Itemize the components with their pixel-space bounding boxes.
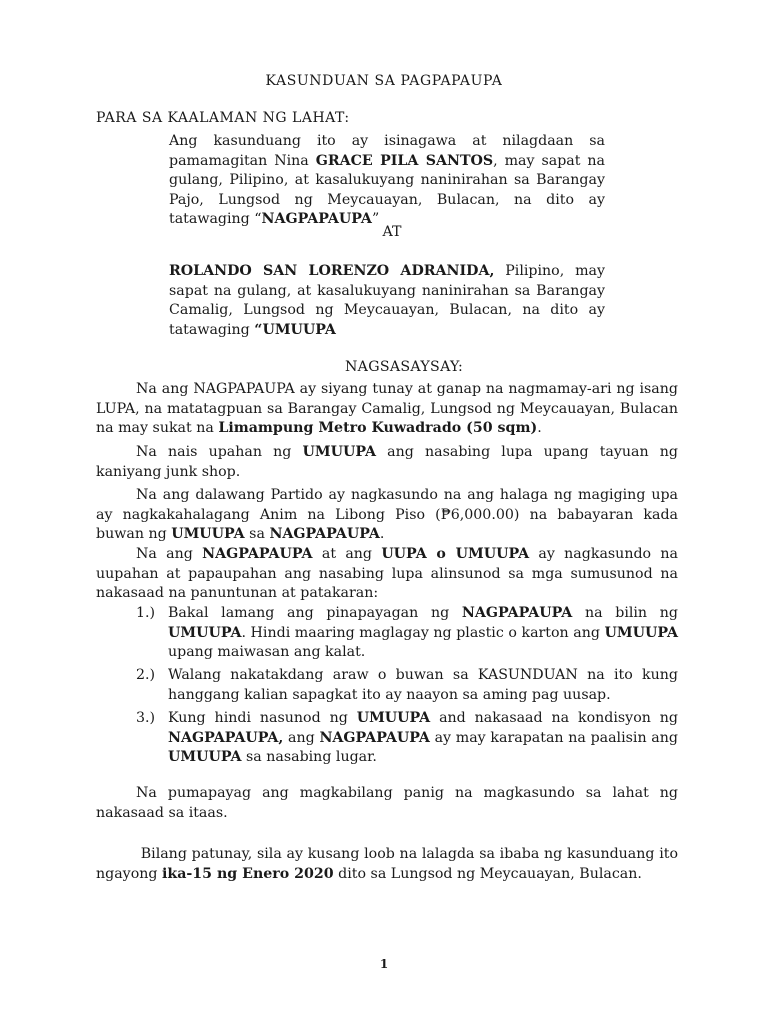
paragraph-ownership [96,380,678,439]
bold-term: NAGPAPAUPA [269,526,380,542]
text-segment: sa nasabing lugar. [241,749,377,765]
list-item-text [168,666,678,705]
text-segment: dito sa Lungsod ng Meycauayan, Bulacan. [333,865,642,882]
list-item-text [168,604,678,663]
paragraph-attestation [96,845,678,884]
text-segment: ang nasabing lupa upang tayuan ng kaniyang junk shop. [96,444,678,480]
at-separator: AT [382,224,402,240]
lot-size: Limampung Metro Kuwadrado (50 sqm) [218,420,538,436]
text-segment: ay may karapatan na paalisin ang [429,729,678,746]
text-segment: Na ang [136,546,203,562]
bold-term: NAGPAPAUPA, [168,729,284,746]
bold-term: UMUUPA [171,526,245,542]
paragraph-rent-amount [96,486,678,545]
text-segment: . [379,526,385,542]
text-segment: Pilipino, may sapat na gulang, at kasalukuyang naninirahan sa Barangay Camalig, Lungsod ng Meycauayan, Bulacan, na dito ay tatawaging [169,263,605,338]
section-heading: NAGSASAYSAY: [344,359,464,375]
list-item-text [168,709,678,768]
list-item-number: 2.) [136,667,156,683]
first-party-paragraph [169,132,605,230]
text-segment: Bakal lamang ang pinapayagan ng [168,605,462,621]
text-segment: Na nais upahan ng [136,444,303,460]
text-segment: Na ang NAGPAPAUPA ay siyang tunay at ganap na nagmamay-ari ng isang LUPA, na matatagpuan sa Barangay Camalig, Lungsod ng Meycauayan, Bulacan na may sukat na [96,381,678,436]
bold-term: UMUUPA [168,624,242,641]
text-segment: . [537,420,542,436]
text-segment: . Hindi maaring maglagay ng plastic o karton ang [241,624,605,641]
bold-term: NAGPAPAUPA [319,729,430,746]
text-segment: upang maiwasan ang kalat. [168,644,366,660]
paragraph-consent [96,784,678,823]
paragraph-agreement [96,545,678,604]
text-segment: ” [371,211,380,227]
text-segment: ang [283,729,320,746]
text-segment: sa [244,526,270,542]
text-segment: Na ang dalawang Partido ay nagkasundo na ang halaga ng magiging upa ay nagkakahalagang Anim na Libong Piso (₱6,000.00) na babayaran kada buwan ng [96,487,678,542]
text-segment: Ang kasunduang ito ay isinagawa at nilagdaan sa pamamagitan Nina [169,133,605,169]
bold-term: UUPA o UMUUPA [381,546,530,562]
text-segment: ay nagkasundo na uupahan at papaupahan ang nasabing lupa alinsunod sa mga sumusunod na nakasaad na panuntunan at patakaran: [96,546,678,601]
text-segment: Bilang patunay, sila ay kusang loob na lalagda sa ibaba ng kasunduang ito ngayong [96,846,678,882]
document-title: KASUNDUAN SA PAGPAPAUPA [265,73,503,89]
list-item-number: 1.) [136,605,156,621]
bold-term: UMUUPA [168,749,242,765]
bold-term: UMUUPA [302,444,376,460]
text-segment: at ang [312,546,382,562]
lessee-designation: “UMUUPA [254,321,336,338]
text-segment: Kung hindi nasunod ng [168,710,357,726]
lessor-designation: NAGPAPAUPA [261,211,372,227]
bold-term: NAGPAPAUPA [202,546,313,562]
bold-term: UMUUPA [356,710,431,726]
text-segment: Walang nakatakdang araw o buwan sa KASUNDUAN na ito kung hanggang kalian sapagkat ito ay naayon sa aming pag uusap. [168,667,678,703]
lessor-name: GRACE PILA SANTOS [315,152,494,169]
second-party-paragraph [169,262,605,340]
list-item-number: 3.) [136,710,156,726]
page-number: 1 [379,957,389,971]
lessee-name: ROLANDO SAN LORENZO ADRANIDA, [169,263,495,279]
signing-date: ika-15 ng Enero 2020 [161,865,334,882]
bold-term: UMUUPA [604,624,678,641]
text-segment: and nakasaad na kondisyon ng [430,710,679,726]
paragraph-purpose [96,443,678,482]
text-segment: Na pumapayag ang magkabilang panig na magkasundo sa lahat ng nakasaad sa itaas. [96,785,678,821]
text-segment: , may sapat na gulang, Pilipino, at kasalukuyang naninirahan sa Barangay Pajo, Lungsod ng Meycauayan, Bulacan, na dito ay tatawaging “ [169,152,605,227]
notice-heading: PARA SA KAALAMAN NG LAHAT: [96,110,350,126]
bold-term: NAGPAPAUPA [461,605,573,621]
text-segment: na bilin ng [572,605,678,621]
